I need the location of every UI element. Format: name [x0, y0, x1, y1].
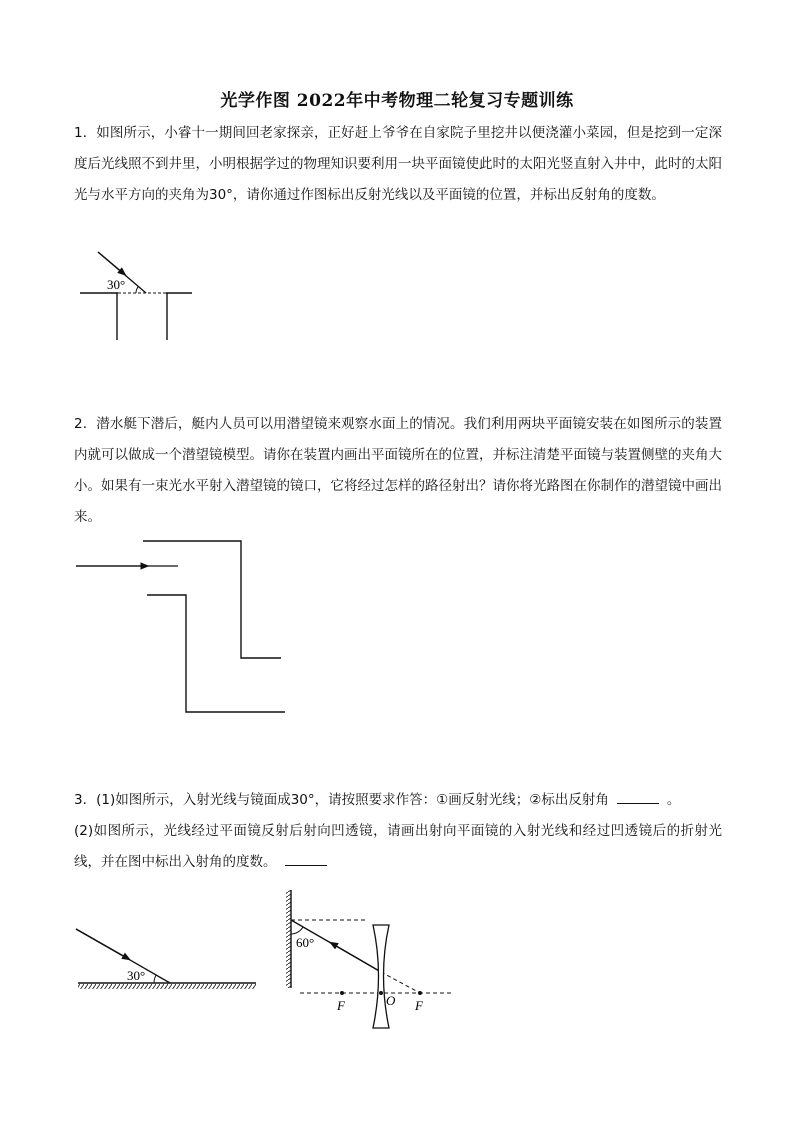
question-3-part-1-end: 。	[666, 792, 681, 808]
reflected-ray-arrow	[333, 944, 381, 972]
center-dot	[379, 991, 383, 995]
ray-extension	[381, 972, 420, 993]
angle-arc	[291, 927, 303, 934]
vertical-mirror-hatching	[286, 890, 291, 988]
angle-label-30: 30°	[127, 968, 146, 983]
page-title: 光学作图 2022年中考物理二轮复习专题训练	[220, 91, 574, 111]
angle-label-60: 60°	[296, 935, 315, 950]
focus-left-dot	[340, 991, 344, 995]
question-3-part-2-text: (2)如图所示，光线经过平面镜反射后射向凹透镜，请画出射向平面镜的入射光线和经过凹透镜后的折射光线，并在图中标出入射角的度数。	[74, 823, 722, 870]
concave-lens	[373, 925, 389, 1028]
question-1-text: 1．如图所示，小睿十一期间回老家探亲，正好赶上爷爷在自家院子里挖井以便浇灌小菜园，但是挖到一定深度后光线照不到井里，小明根据学过的物理知识要利用一块平面镜使此时的太阳光竖直射入井中，此时的太阳光与水平方向的夹角为30°，请你通过作图标出反射光线以及平面镜的位置，并标出反射角的度数。	[74, 125, 722, 203]
focus-right-label: F	[415, 998, 423, 1013]
focus-left-label: F	[337, 998, 345, 1013]
question-3-part-1-text: 3．(1)如图所示，入射光线与镜面成30°，请按照要求作答：①画反射光线；②标出反射角	[74, 792, 609, 808]
focus-right-dot	[418, 991, 422, 995]
question-2-text: 2．潜水艇下潜后，艇内人员可以用潜望镜来观察水面上的情况。我们利用两块平面镜安装在如图所示的装置内就可以做成一个潜望镜模型。请你在装置内画出平面镜所在的位置，并标注清楚平面镜与装置侧壁的夹角大小。如果有一束光水平射入潜望镜的镜口，它将经过怎样的路径射出？请你将光路图在你制作的潜望镜中画出来。	[74, 416, 722, 525]
angle-label-30: 30°	[107, 277, 126, 292]
center-label: O	[386, 993, 396, 1008]
